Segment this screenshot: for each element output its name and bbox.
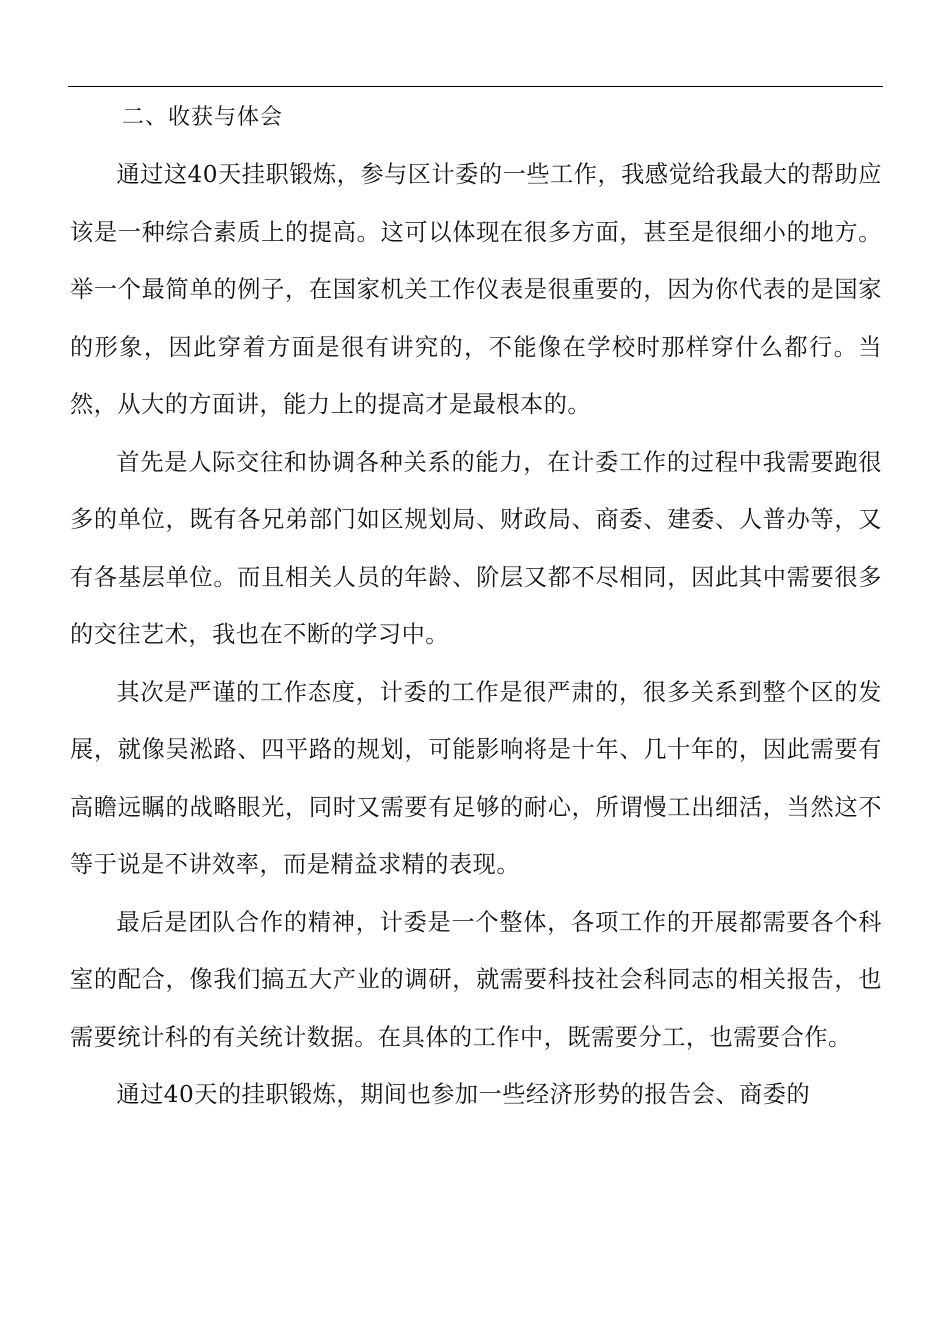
document-body xyxy=(70,89,882,1124)
paragraph-closing: 通过40天的挂职锻炼，期间也参加一些经济形势的报告会、商委的 xyxy=(116,1081,811,1108)
paragraph-teamwork: 最后是团队合作的精神，计委是一个整体，各项工作的开展都需要各个科室的配合，像我们搞五大产业的调研，就需要科技社会科同志的相关报告，也需要统计科的有关统计数据。在具体的工作中，既需要分工，也需要合作。 xyxy=(70,908,882,1051)
paragraph-work-attitude: 其次是严谨的工作态度，计委的工作是很严肃的，很多关系到整个区的发展，就像吴淞路、四平路的规划，可能影响将是十年、几十年的，因此需要有高瞻远瞩的战略眼光，同时又需要有足够的耐心，所谓慢工出细活，当然这不等于说是不讲效率，而是精益求精的表现。 xyxy=(70,678,882,878)
paragraph-interpersonal-skills: 首先是人际交往和协调各种关系的能力，在计委工作的过程中我需要跑很多的单位，既有各兄弟部门如区规划局、财政局、商委、建委、人普办等，又有各基层单位。而且相关人员的年龄、阶层又都不尽相同，因此其中需要很多的交往艺术，我也在不断的学习中。 xyxy=(70,448,882,648)
paragraph-gains-overview: 通过这40天挂职锻炼，参与区计委的一些工作，我感觉给我最大的帮助应该是一种综合素质上的提高。这可以体现在很多方面，甚至是很细小的地方。举一个最简单的例子，在国家机关工作仪表是很重要的，因为你代表的是国家的形象，因此穿着方面是很有讲究的，不能像在学校时那样穿什么都行。当然，从大的方面讲，能力上的提高才是最根本的。 xyxy=(70,161,882,418)
section-heading: 二、收获与体会 xyxy=(122,105,284,130)
header-rule xyxy=(68,86,883,87)
